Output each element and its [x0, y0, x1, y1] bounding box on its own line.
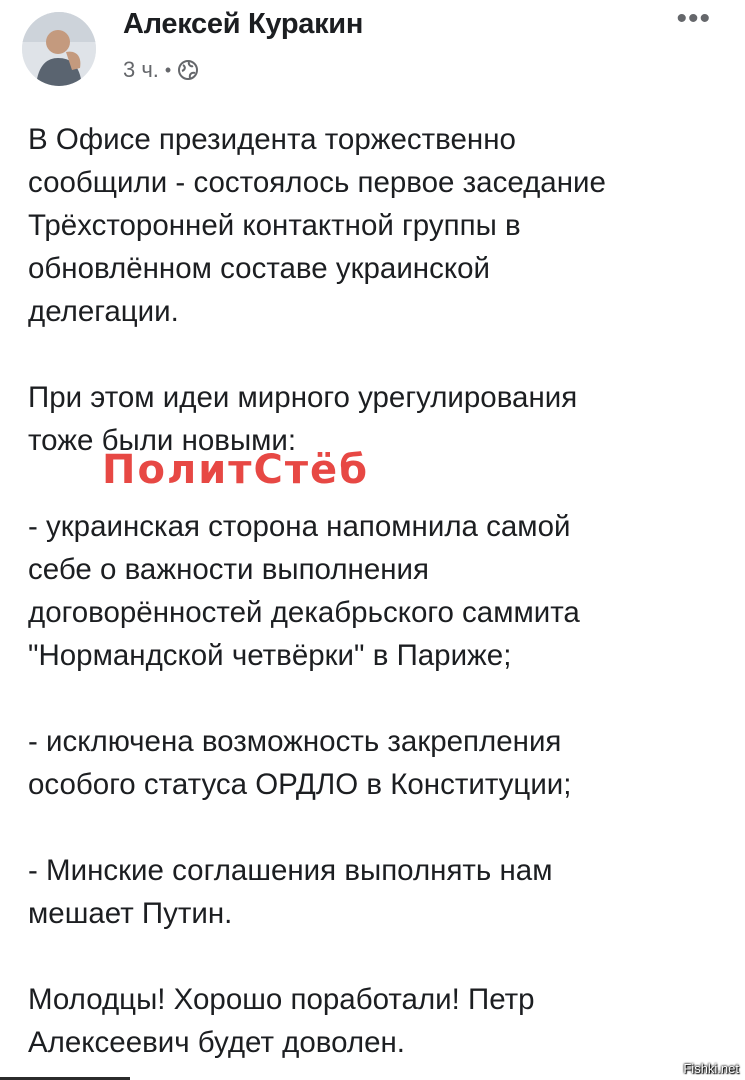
- avatar-image: [22, 12, 96, 86]
- meta-separator: •: [164, 60, 172, 80]
- post-header: [0, 0, 745, 100]
- watermark-logo: ПолитСтёб: [102, 447, 370, 493]
- post-paragraph: Молодцы! Хорошо поработали! Петр Алексеевич будет доволен.: [28, 983, 535, 1059]
- post-paragraph: При этом идеи мирного урегулирования тоже были новыми:: [28, 381, 578, 457]
- more-options-icon[interactable]: •••: [676, 2, 711, 35]
- site-watermark: Fishki.net: [683, 1061, 739, 1076]
- user-avatar[interactable]: [22, 12, 96, 86]
- author-name[interactable]: Алексей Куракин: [123, 8, 364, 40]
- post-paragraph: В Офисе президента торжественно сообщили - состоялось первое заседание Трёхсторонней контактной группы в обновлённом составе украинской делегации.: [28, 123, 606, 328]
- post-paragraph: - исключена возможность закрепления особого статуса ОРДЛО в Конституции;: [28, 725, 572, 801]
- globe-icon[interactable]: [177, 59, 199, 81]
- post-body: [28, 118, 718, 1064]
- post-paragraph: - украинская сторона напомнила самой себе о важности выполнения договорённостей декабрьского саммита "Нормандской четвёрки" в Париже;: [28, 510, 580, 672]
- post-meta: [123, 56, 199, 84]
- post-time[interactable]: 3 ч.: [123, 57, 159, 82]
- post-paragraph: - Минские соглашения выполнять нам мешает Путин.: [28, 854, 553, 930]
